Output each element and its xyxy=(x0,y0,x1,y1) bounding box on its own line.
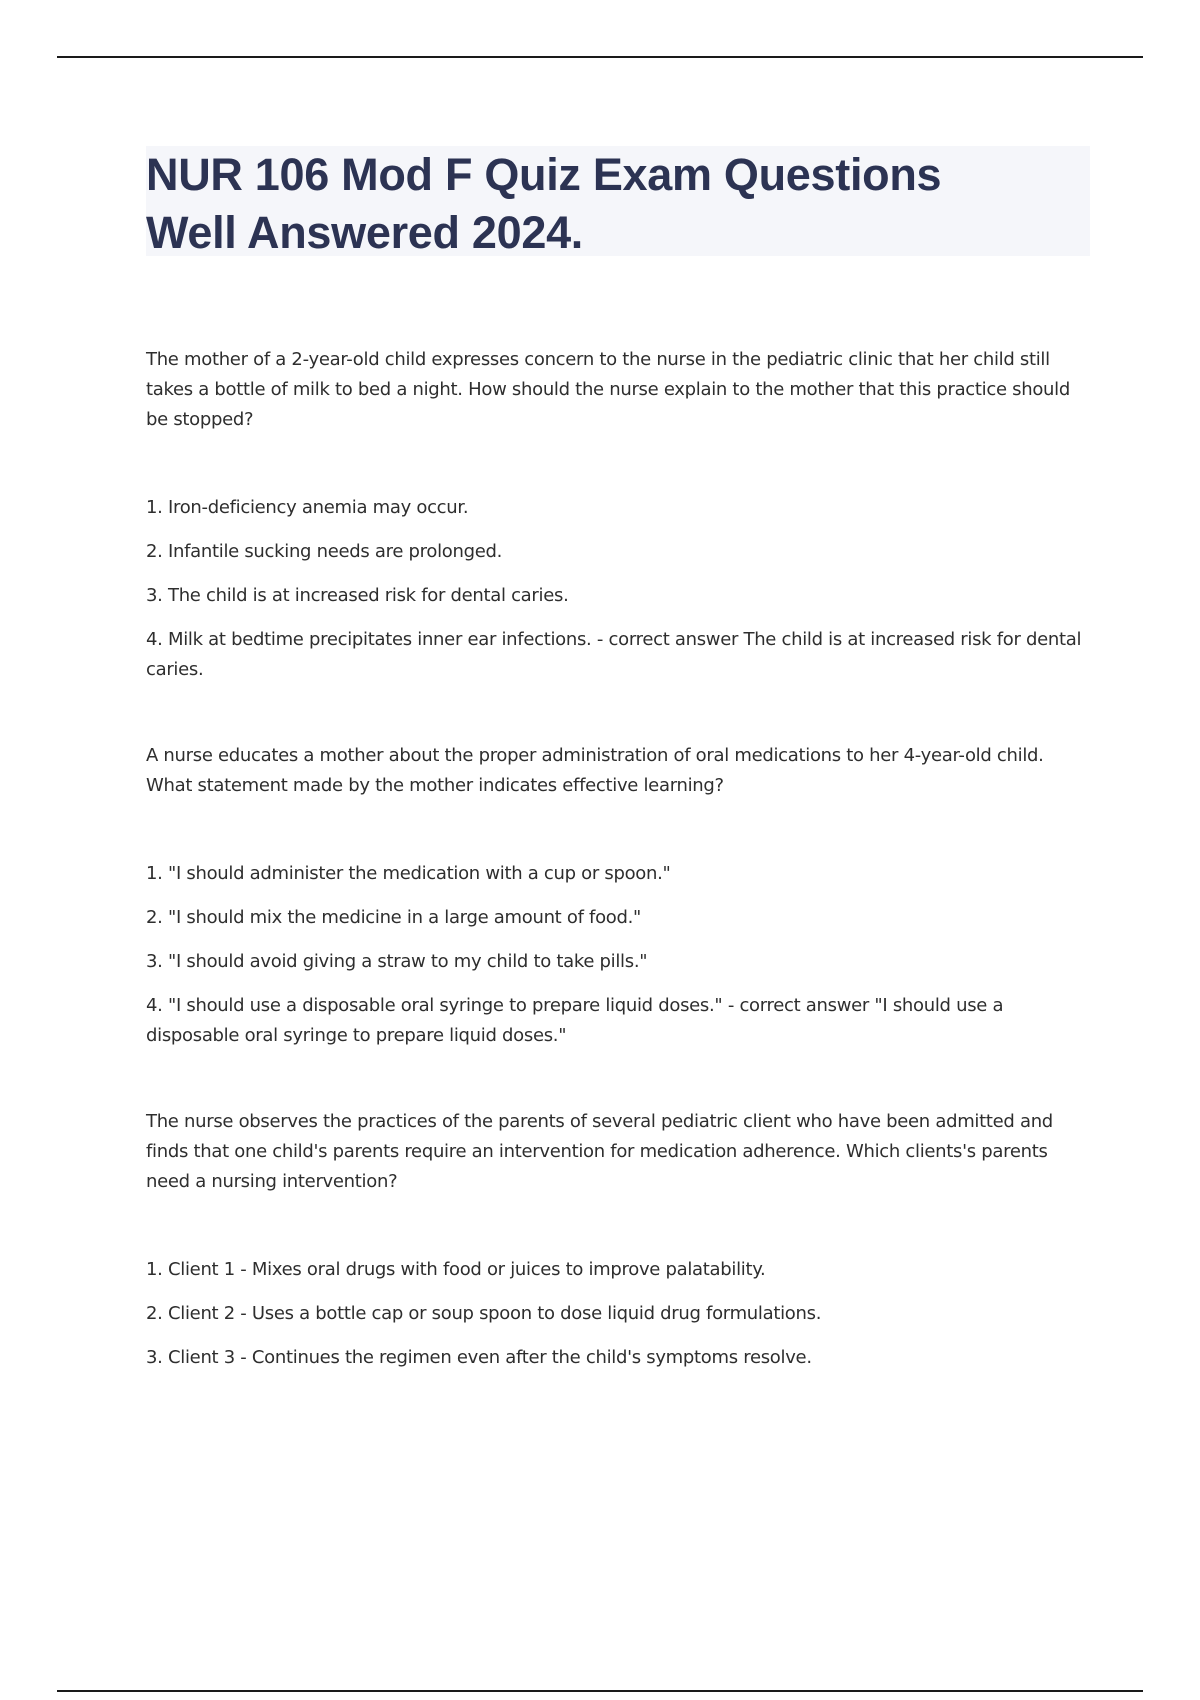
option-item: 3. The child is at increased risk for dental caries. xyxy=(146,585,569,606)
option-item: 1. "I should administer the medication with a cup or spoon." xyxy=(146,863,671,884)
option-item: 4. "I should use a disposable oral syringe to prepare liquid doses." - correct answer "I should use a disposable oral syringe to prepare liquid doses." xyxy=(146,995,1004,1046)
question-text: A nurse educates a mother about the proper administration of oral medications to her 4-year-old child. What statement made by the mother indicates effective learning? xyxy=(146,745,1044,796)
question-block-2 xyxy=(146,741,1090,1051)
top-rule xyxy=(57,56,1143,58)
question-text: The mother of a 2-year-old child expresses concern to the nurse in the pediatric clinic that her child still takes a bottle of milk to bed a night. How should the nurse explain to the mother that this practice should be stopped? xyxy=(146,349,1070,430)
option-list xyxy=(146,859,1090,1051)
option-item: 4. Milk at bedtime precipitates inner ear infections. - correct answer The child is at increased risk for dental caries. xyxy=(146,629,1082,680)
option-item: 3. "I should avoid giving a straw to my child to take pills." xyxy=(146,951,648,972)
question-block-1 xyxy=(146,345,1090,685)
option-list xyxy=(146,1255,1090,1373)
option-item: 2. Client 2 - Uses a bottle cap or soup spoon to dose liquid drug formulations. xyxy=(146,1303,822,1324)
document-body xyxy=(146,345,1090,1429)
title-line-2: Well Answered 2024. xyxy=(146,207,584,258)
page-title xyxy=(146,146,1090,262)
option-list xyxy=(146,493,1090,685)
bottom-rule xyxy=(57,1690,1143,1692)
question-block-3 xyxy=(146,1107,1090,1373)
title-line-1: NUR 106 Mod F Quiz Exam Questions xyxy=(146,149,942,200)
option-item: 1. Client 1 - Mixes oral drugs with food or juices to improve palatability. xyxy=(146,1259,766,1280)
option-item: 3. Client 3 - Continues the regimen even after the child's symptoms resolve. xyxy=(146,1347,812,1368)
option-item: 2. Infantile sucking needs are prolonged. xyxy=(146,541,503,562)
option-item: 2. "I should mix the medicine in a large amount of food." xyxy=(146,907,642,928)
question-text: The nurse observes the practices of the parents of several pediatric client who have been admitted and finds that one child's parents require an intervention for medication adherence. Which clients's parents need a nursing intervention? xyxy=(146,1111,1053,1192)
option-item: 1. Iron-deficiency anemia may occur. xyxy=(146,497,469,518)
title-block xyxy=(146,146,1090,256)
